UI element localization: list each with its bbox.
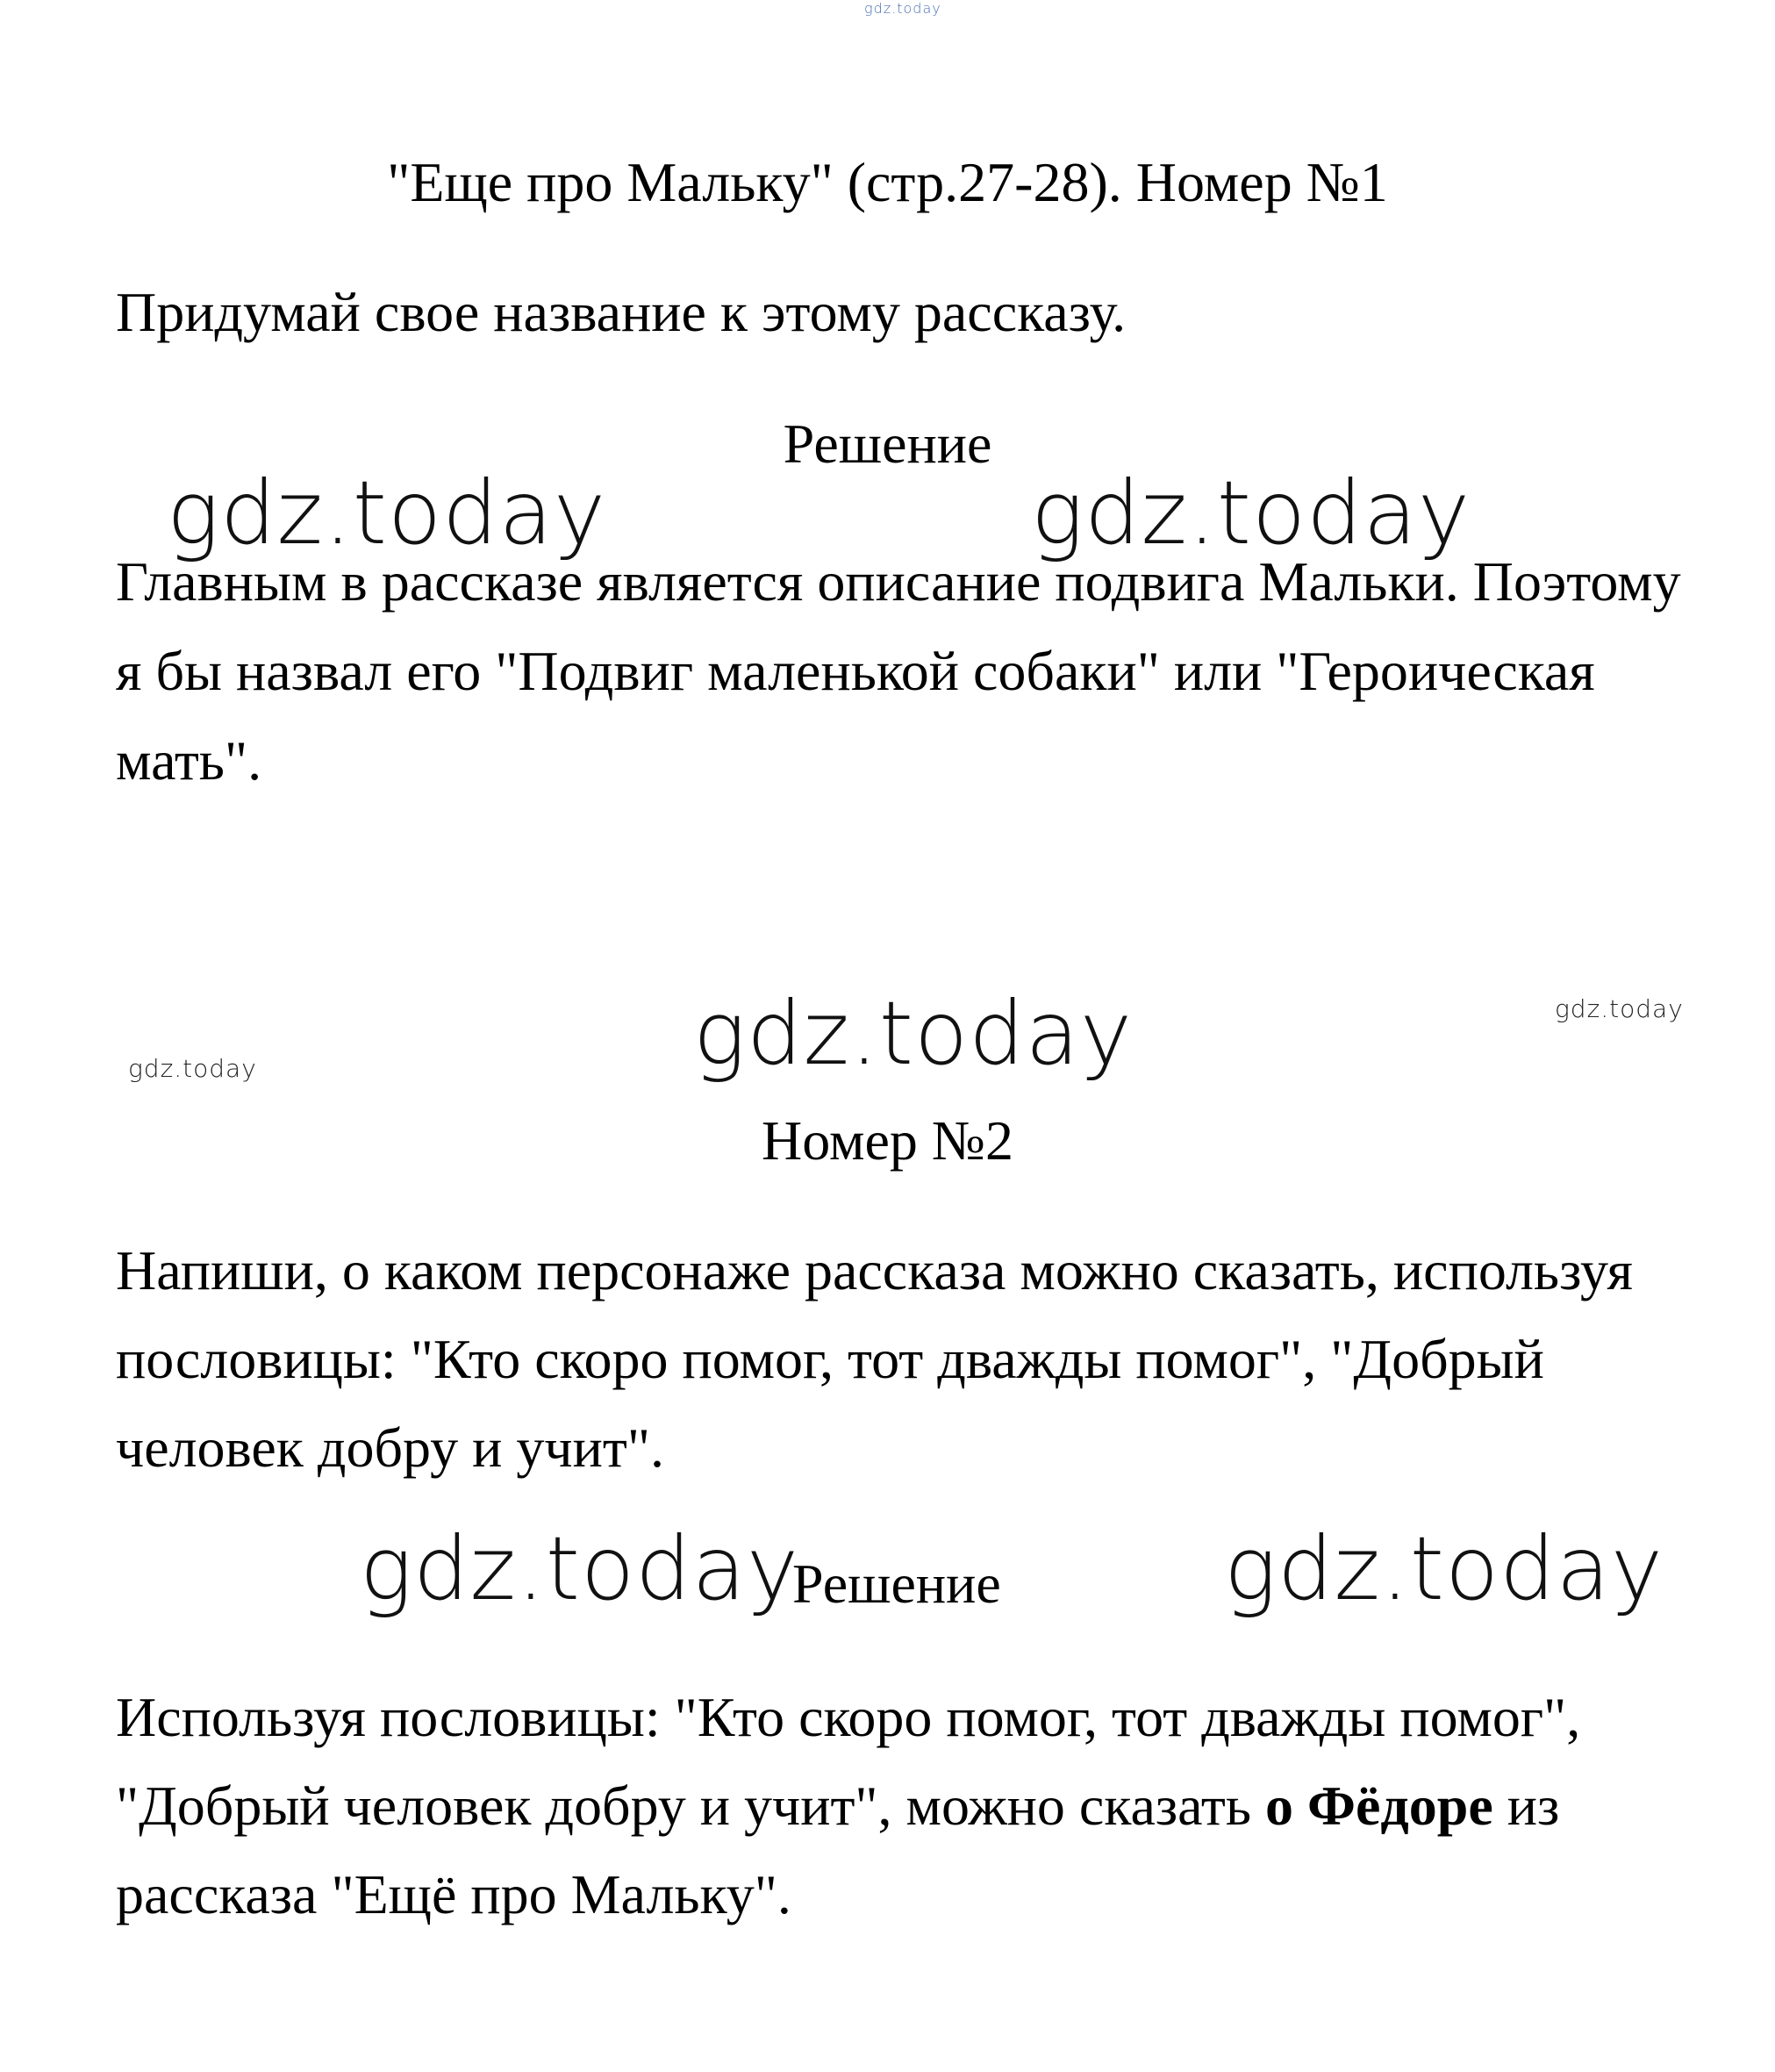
watermark-row1-left: gdz.today [167,462,607,564]
task2-answer [116,1673,1695,1939]
task2-answer-part1: Используя пословицы: "Кто скоро помог, тот дважды помог", "Добрый человек добру и учит", можно сказать [116,1686,1581,1837]
watermark-middle-small-left: gdz.today [128,1054,257,1083]
watermark-top: gdz.today [864,0,941,17]
watermark-row3-left: gdz.today [360,1517,800,1620]
task2-answer-bold: о Фёдоре [1265,1774,1493,1837]
watermark-row3-right: gdz.today [1224,1517,1664,1620]
watermark-middle-small-right: gdz.today [1555,994,1684,1023]
task2-title: Номер №2 [762,1109,1013,1172]
task2-question: Напиши, о каком персонаже рассказа можно сказать, используя пословицы: "Кто скоро помог, тот дважды помог", "Добрый человек добру и учит". [116,1239,1633,1479]
task2-solution-label: Решение [792,1552,1001,1615]
watermark-middle-big: gdz.today [693,982,1134,1085]
watermark-row1-right: gdz.today [1031,462,1471,564]
task1-title: "Еще про Мальку" (стр.27-28). Номер №1 [387,151,1388,213]
task1-solution-label: Решение [783,412,992,475]
task1-answer: Главным в рассказе является описание подвига Мальки. Поэтому я бы назвал его "Подвиг маленькой собаки" или "Героическая мать". [116,550,1681,792]
task1-question: Придумай свое название к этому рассказу. [116,281,1127,343]
task2-answer-part2: из рассказа "Ещё про Мальку". [116,1774,1560,1925]
